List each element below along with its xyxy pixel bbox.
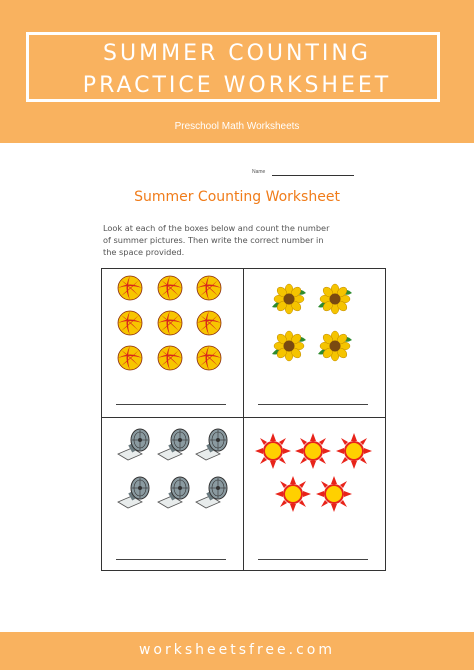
beach-ball-icon [196,275,222,301]
sun-icon [295,433,331,469]
sun-icon [255,433,291,469]
name-label: Name [252,169,266,175]
page-subtitle: Preschool Math Worksheets [174,121,300,132]
answer-line[interactable] [116,404,226,405]
instructions-line: the space provided. [103,247,185,257]
sun-icon [316,476,352,512]
beach-ball-icon [157,310,183,336]
sun-icon [336,433,372,469]
answer-line[interactable] [258,404,368,405]
beach-ball-icon [196,310,222,336]
worksheet-title: Summer Counting Worksheet [134,189,340,205]
page-title-line2: PRACTICE WORKSHEET [82,73,392,98]
name-field[interactable] [272,175,354,176]
footer-site: worksheetsfree.com [138,642,335,658]
fan-icon [116,476,152,510]
beach-ball-icon [117,310,143,336]
sunflower-icon [316,330,354,364]
instructions-line: Look at each of the boxes below and count the number [103,223,330,233]
fan-icon [194,476,230,510]
answer-line[interactable] [258,559,368,560]
fan-icon [156,476,192,510]
beach-ball-icon [117,345,143,371]
beach-ball-icon [157,345,183,371]
beach-ball-icon [196,345,222,371]
sunflower-icon [316,283,354,317]
sunflower-icon [270,330,308,364]
instructions [103,222,383,258]
fan-icon [156,428,192,462]
instructions-line: of summer pictures. Then write the correct number in [103,235,324,245]
sun-icon [275,476,311,512]
beach-ball-icon [117,275,143,301]
answer-line[interactable] [116,559,226,560]
page-title-line1: SUMMER COUNTING [103,41,371,66]
grid-divider-vertical [243,268,244,571]
grid-divider-horizontal [101,417,386,418]
sunflower-icon [270,283,308,317]
beach-ball-icon [157,275,183,301]
fan-icon [116,428,152,462]
fan-icon [194,428,230,462]
